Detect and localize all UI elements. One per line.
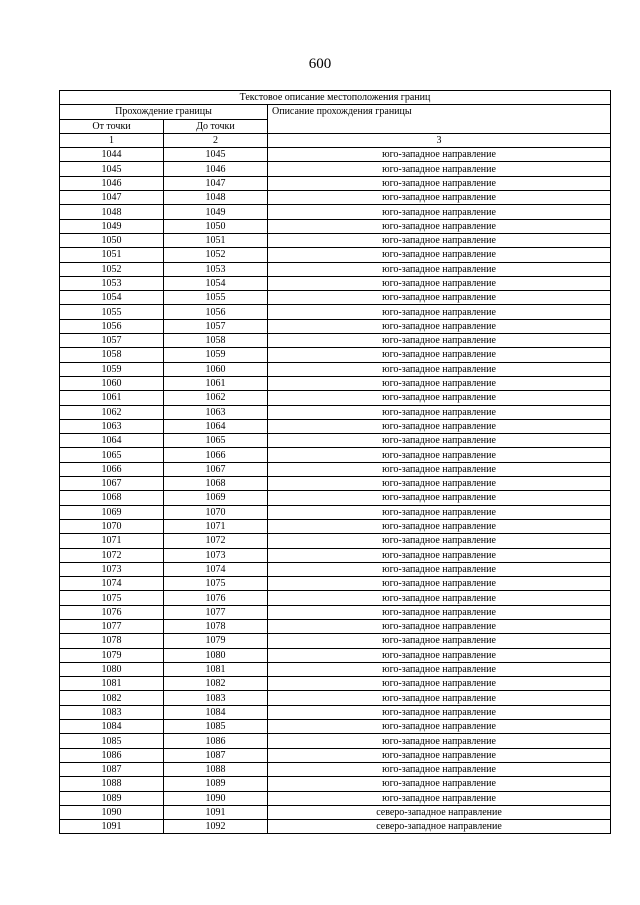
direction-cell: юго-западное направление xyxy=(268,219,611,233)
to-point-cell: 1078 xyxy=(164,619,268,633)
direction-cell: юго-западное направление xyxy=(268,462,611,476)
from-point-cell: 1089 xyxy=(60,791,164,805)
table-title-row xyxy=(60,91,611,105)
direction-cell: юго-западное направление xyxy=(268,619,611,633)
table-row xyxy=(60,148,611,162)
direction-cell: юго-западное направление xyxy=(268,291,611,305)
direction-cell: юго-западное направление xyxy=(268,376,611,390)
group-header: Прохождение границы xyxy=(60,105,268,119)
to-point-cell: 1083 xyxy=(164,691,268,705)
table-row xyxy=(60,305,611,319)
table-row xyxy=(60,777,611,791)
to-point-cell: 1062 xyxy=(164,391,268,405)
to-point-cell: 1077 xyxy=(164,605,268,619)
from-point-cell: 1078 xyxy=(60,634,164,648)
column-number: 3 xyxy=(268,133,611,147)
to-point-cell: 1052 xyxy=(164,248,268,262)
to-point-cell: 1055 xyxy=(164,291,268,305)
table-row xyxy=(60,705,611,719)
direction-cell: юго-западное направление xyxy=(268,391,611,405)
from-point-cell: 1084 xyxy=(60,720,164,734)
from-point-cell: 1076 xyxy=(60,605,164,619)
from-point-cell: 1063 xyxy=(60,419,164,433)
to-point-cell: 1063 xyxy=(164,405,268,419)
direction-cell: юго-западное направление xyxy=(268,248,611,262)
from-point-cell: 1086 xyxy=(60,748,164,762)
to-point-cell: 1085 xyxy=(164,720,268,734)
direction-cell: юго-западное направление xyxy=(268,405,611,419)
direction-cell: юго-западное направление xyxy=(268,319,611,333)
from-point-cell: 1091 xyxy=(60,820,164,834)
from-point-cell: 1061 xyxy=(60,391,164,405)
direction-cell: юго-западное направление xyxy=(268,591,611,605)
from-point-cell: 1073 xyxy=(60,562,164,576)
to-point-cell: 1081 xyxy=(164,662,268,676)
direction-cell: юго-западное направление xyxy=(268,720,611,734)
from-point-cell: 1072 xyxy=(60,548,164,562)
direction-cell: юго-западное направление xyxy=(268,191,611,205)
direction-cell: северо-западное направление xyxy=(268,820,611,834)
to-point-cell: 1060 xyxy=(164,362,268,376)
direction-cell: юго-западное направление xyxy=(268,534,611,548)
table-row xyxy=(60,348,611,362)
to-point-cell: 1045 xyxy=(164,148,268,162)
from-point-cell: 1044 xyxy=(60,148,164,162)
from-point-cell: 1088 xyxy=(60,777,164,791)
table-row xyxy=(60,319,611,333)
from-point-cell: 1052 xyxy=(60,262,164,276)
table-row xyxy=(60,634,611,648)
table-row xyxy=(60,619,611,633)
table-row xyxy=(60,276,611,290)
direction-cell: юго-западное направление xyxy=(268,519,611,533)
direction-cell: юго-западное направление xyxy=(268,605,611,619)
column-number: 1 xyxy=(60,133,164,147)
group-header-row xyxy=(60,105,611,119)
direction-cell: юго-западное направление xyxy=(268,662,611,676)
direction-cell: юго-западное направление xyxy=(268,705,611,719)
direction-cell: юго-западное направление xyxy=(268,548,611,562)
to-point-cell: 1067 xyxy=(164,462,268,476)
direction-cell: юго-западное направление xyxy=(268,562,611,576)
from-point-cell: 1090 xyxy=(60,805,164,819)
from-point-cell: 1069 xyxy=(60,505,164,519)
to-point-cell: 1061 xyxy=(164,376,268,390)
table-row xyxy=(60,734,611,748)
from-point-cell: 1067 xyxy=(60,477,164,491)
to-point-cell: 1080 xyxy=(164,648,268,662)
direction-cell: юго-западное направление xyxy=(268,348,611,362)
from-point-cell: 1070 xyxy=(60,519,164,533)
to-point-cell: 1065 xyxy=(164,434,268,448)
direction-cell: юго-западное направление xyxy=(268,505,611,519)
to-point-cell: 1086 xyxy=(164,734,268,748)
table-row xyxy=(60,334,611,348)
table-row xyxy=(60,362,611,376)
table-row xyxy=(60,434,611,448)
table-row xyxy=(60,477,611,491)
table-row xyxy=(60,748,611,762)
from-point-cell: 1065 xyxy=(60,448,164,462)
table-row xyxy=(60,662,611,676)
from-point-cell: 1058 xyxy=(60,348,164,362)
to-point-cell: 1051 xyxy=(164,233,268,247)
direction-cell: юго-западное направление xyxy=(268,362,611,376)
to-point-cell: 1079 xyxy=(164,634,268,648)
direction-cell: юго-западное направление xyxy=(268,419,611,433)
from-point-cell: 1066 xyxy=(60,462,164,476)
direction-cell: юго-западное направление xyxy=(268,262,611,276)
table-row xyxy=(60,534,611,548)
from-point-cell: 1055 xyxy=(60,305,164,319)
direction-cell: юго-западное направление xyxy=(268,748,611,762)
table-row xyxy=(60,191,611,205)
table-row xyxy=(60,219,611,233)
from-point-cell: 1049 xyxy=(60,219,164,233)
table-row xyxy=(60,591,611,605)
table-row xyxy=(60,820,611,834)
to-point-cell: 1059 xyxy=(164,348,268,362)
from-point-cell: 1051 xyxy=(60,248,164,262)
direction-cell: юго-западное направление xyxy=(268,477,611,491)
table-row xyxy=(60,677,611,691)
table-row xyxy=(60,762,611,776)
table-row xyxy=(60,648,611,662)
from-point-cell: 1083 xyxy=(60,705,164,719)
direction-cell: юго-западное направление xyxy=(268,434,611,448)
to-point-cell: 1053 xyxy=(164,262,268,276)
from-point-cell: 1077 xyxy=(60,619,164,633)
direction-cell: юго-западное направление xyxy=(268,577,611,591)
table-row xyxy=(60,205,611,219)
direction-cell: юго-западное направление xyxy=(268,276,611,290)
from-point-cell: 1085 xyxy=(60,734,164,748)
to-point-cell: 1069 xyxy=(164,491,268,505)
table-header xyxy=(60,91,611,148)
to-point-header: До точки xyxy=(164,119,268,133)
from-point-cell: 1080 xyxy=(60,662,164,676)
table-row xyxy=(60,262,611,276)
to-point-cell: 1057 xyxy=(164,319,268,333)
page-number: 600 xyxy=(308,56,332,72)
direction-cell: юго-западное направление xyxy=(268,205,611,219)
to-point-cell: 1075 xyxy=(164,577,268,591)
table-row xyxy=(60,720,611,734)
direction-cell: юго-западное направление xyxy=(268,448,611,462)
direction-cell: юго-западное направление xyxy=(268,648,611,662)
column-number: 2 xyxy=(164,133,268,147)
to-point-cell: 1058 xyxy=(164,334,268,348)
to-point-cell: 1050 xyxy=(164,219,268,233)
to-point-cell: 1090 xyxy=(164,791,268,805)
direction-cell: юго-западное направление xyxy=(268,148,611,162)
from-point-cell: 1079 xyxy=(60,648,164,662)
direction-cell: юго-западное направление xyxy=(268,677,611,691)
table-body xyxy=(60,148,611,834)
direction-cell: юго-западное направление xyxy=(268,334,611,348)
to-point-cell: 1054 xyxy=(164,276,268,290)
from-point-cell: 1047 xyxy=(60,191,164,205)
to-point-cell: 1073 xyxy=(164,548,268,562)
direction-cell: юго-западное направление xyxy=(268,162,611,176)
table-row xyxy=(60,405,611,419)
direction-cell: юго-западное направление xyxy=(268,233,611,247)
table-row xyxy=(60,233,611,247)
table-row xyxy=(60,577,611,591)
to-point-cell: 1084 xyxy=(164,705,268,719)
table-row xyxy=(60,162,611,176)
table-row xyxy=(60,691,611,705)
table-row xyxy=(60,248,611,262)
table-row xyxy=(60,805,611,819)
direction-cell: юго-западное направление xyxy=(268,634,611,648)
from-point-cell: 1062 xyxy=(60,405,164,419)
table-row xyxy=(60,548,611,562)
table-row xyxy=(60,462,611,476)
to-point-cell: 1071 xyxy=(164,519,268,533)
direction-cell: юго-западное направление xyxy=(268,691,611,705)
to-point-cell: 1082 xyxy=(164,677,268,691)
to-point-cell: 1068 xyxy=(164,477,268,491)
to-point-cell: 1049 xyxy=(164,205,268,219)
direction-cell: юго-западное направление xyxy=(268,762,611,776)
from-point-cell: 1057 xyxy=(60,334,164,348)
to-point-cell: 1076 xyxy=(164,591,268,605)
table-row xyxy=(60,176,611,190)
boundary-table xyxy=(59,90,611,834)
from-point-cell: 1053 xyxy=(60,276,164,290)
to-point-cell: 1066 xyxy=(164,448,268,462)
from-point-cell: 1074 xyxy=(60,577,164,591)
to-point-cell: 1089 xyxy=(164,777,268,791)
table-row xyxy=(60,376,611,390)
direction-cell: юго-западное направление xyxy=(268,777,611,791)
table-row xyxy=(60,391,611,405)
description-header: Описание прохождения границы xyxy=(268,105,611,134)
to-point-cell: 1048 xyxy=(164,191,268,205)
table-row xyxy=(60,448,611,462)
direction-cell: юго-западное направление xyxy=(268,491,611,505)
table-row xyxy=(60,505,611,519)
to-point-cell: 1056 xyxy=(164,305,268,319)
to-point-cell: 1046 xyxy=(164,162,268,176)
direction-cell: юго-западное направление xyxy=(268,734,611,748)
from-point-cell: 1082 xyxy=(60,691,164,705)
from-point-cell: 1059 xyxy=(60,362,164,376)
to-point-cell: 1047 xyxy=(164,176,268,190)
from-point-cell: 1046 xyxy=(60,176,164,190)
from-point-cell: 1081 xyxy=(60,677,164,691)
direction-cell: юго-западное направление xyxy=(268,176,611,190)
from-point-header: От точки xyxy=(60,119,164,133)
from-point-cell: 1075 xyxy=(60,591,164,605)
table-row xyxy=(60,491,611,505)
from-point-cell: 1048 xyxy=(60,205,164,219)
to-point-cell: 1064 xyxy=(164,419,268,433)
to-point-cell: 1091 xyxy=(164,805,268,819)
column-number-row xyxy=(60,133,611,147)
table-row xyxy=(60,519,611,533)
from-point-cell: 1060 xyxy=(60,376,164,390)
from-point-cell: 1068 xyxy=(60,491,164,505)
to-point-cell: 1088 xyxy=(164,762,268,776)
to-point-cell: 1072 xyxy=(164,534,268,548)
from-point-cell: 1071 xyxy=(60,534,164,548)
table-row xyxy=(60,605,611,619)
table-row xyxy=(60,291,611,305)
from-point-cell: 1045 xyxy=(60,162,164,176)
from-point-cell: 1087 xyxy=(60,762,164,776)
to-point-cell: 1070 xyxy=(164,505,268,519)
table-row xyxy=(60,562,611,576)
from-point-cell: 1064 xyxy=(60,434,164,448)
table-row xyxy=(60,791,611,805)
direction-cell: северо-западное направление xyxy=(268,805,611,819)
direction-cell: юго-западное направление xyxy=(268,305,611,319)
from-point-cell: 1056 xyxy=(60,319,164,333)
to-point-cell: 1074 xyxy=(164,562,268,576)
table-row xyxy=(60,419,611,433)
to-point-cell: 1087 xyxy=(164,748,268,762)
from-point-cell: 1050 xyxy=(60,233,164,247)
from-point-cell: 1054 xyxy=(60,291,164,305)
to-point-cell: 1092 xyxy=(164,820,268,834)
direction-cell: юго-западное направление xyxy=(268,791,611,805)
table-title: Текстовое описание местоположения границ xyxy=(60,91,611,105)
